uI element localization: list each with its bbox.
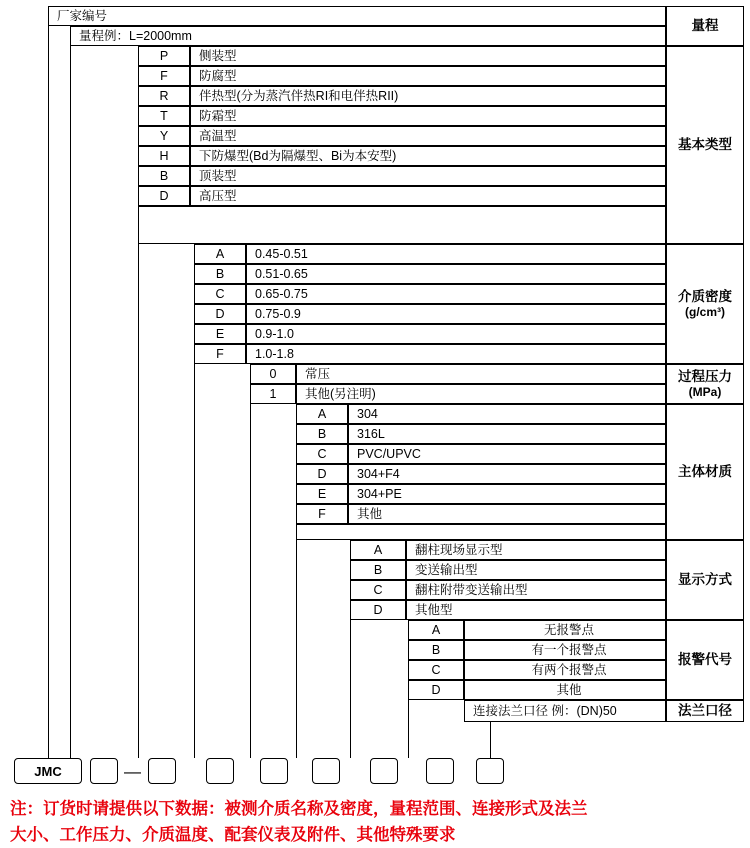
leader-line-density bbox=[194, 364, 195, 758]
density-desc-3: 0.75-0.9 bbox=[246, 304, 666, 324]
leader-line-range bbox=[70, 46, 71, 758]
leader-line-pressure bbox=[250, 404, 251, 758]
order-note-line1: 注：订货时请提供以下数据：被测介质名称及密度，量程范围、连接形式及法兰 bbox=[10, 800, 588, 818]
basic-type-desc-3: 防霜型 bbox=[190, 106, 666, 126]
alarm-code-0: A bbox=[408, 620, 464, 640]
basic-type-desc-1: 防腐型 bbox=[190, 66, 666, 86]
alarm-desc-0: 无报警点 bbox=[464, 620, 666, 640]
basic-type-desc-4: 高温型 bbox=[190, 126, 666, 146]
basic-type-desc-5: 下防爆型(Bd为隔爆型、Bi为本安型) bbox=[190, 146, 666, 166]
basic-type-code-3: T bbox=[138, 106, 190, 126]
basic-type-code-5: H bbox=[138, 146, 190, 166]
model-prefix-box: JMC bbox=[14, 758, 82, 784]
display-code-1: B bbox=[350, 560, 406, 580]
density-code-3: D bbox=[194, 304, 246, 324]
right-header-alarm bbox=[666, 620, 744, 700]
model-slot-material bbox=[312, 758, 340, 784]
material-code-1: B bbox=[296, 424, 348, 444]
model-slot-density bbox=[206, 758, 234, 784]
model-slot-flange bbox=[476, 758, 504, 784]
right-header-alarm-label: 报警代号 bbox=[678, 652, 732, 668]
right-header-material bbox=[666, 404, 744, 540]
material-desc-0: 304 bbox=[348, 404, 666, 424]
material-code-2: C bbox=[296, 444, 348, 464]
density-desc-2: 0.65-0.75 bbox=[246, 284, 666, 304]
header-row-factory-code: 厂家编号 bbox=[48, 6, 666, 26]
display-desc-3: 其他型 bbox=[406, 600, 666, 620]
basic-type-code-0: P bbox=[138, 46, 190, 66]
density-desc-0: 0.45-0.51 bbox=[246, 244, 666, 264]
order-note-line2: 大小、工作压力、介质温度、配套仪表及附件、其他特殊要求 bbox=[10, 826, 456, 844]
pressure-code-0: 0 bbox=[250, 364, 296, 384]
model-dash: — bbox=[124, 762, 141, 781]
display-code-0: A bbox=[350, 540, 406, 560]
material-code-5: F bbox=[296, 504, 348, 524]
alarm-code-1: B bbox=[408, 640, 464, 660]
material-desc-1: 316L bbox=[348, 424, 666, 444]
density-code-5: F bbox=[194, 344, 246, 364]
right-header-range bbox=[666, 6, 744, 46]
display-desc-0: 翻柱现场显示型 bbox=[406, 540, 666, 560]
density-code-1: B bbox=[194, 264, 246, 284]
right-header-pressure bbox=[666, 364, 744, 404]
material-desc-4: 304+PE bbox=[348, 484, 666, 504]
leader-line-flange bbox=[490, 722, 491, 758]
basic-type-desc-7: 高压型 bbox=[190, 186, 666, 206]
leader-line-basic-type bbox=[138, 206, 139, 758]
display-desc-1: 变送输出型 bbox=[406, 560, 666, 580]
model-slot-display bbox=[370, 758, 398, 784]
density-desc-4: 0.9-1.0 bbox=[246, 324, 666, 344]
right-header-basic-type-label: 基本类型 bbox=[678, 137, 732, 153]
right-header-pressure-label: 过程压力 bbox=[678, 369, 732, 385]
right-header-material-label: 主体材质 bbox=[678, 464, 732, 480]
right-header-density-label: 介质密度 bbox=[678, 289, 732, 305]
model-slot-basic-type bbox=[148, 758, 176, 784]
alarm-desc-2: 有两个报警点 bbox=[464, 660, 666, 680]
right-header-display bbox=[666, 540, 744, 620]
density-code-4: E bbox=[194, 324, 246, 344]
material-code-3: D bbox=[296, 464, 348, 484]
right-header-flange-label: 法兰口径 bbox=[678, 703, 732, 719]
alarm-desc-1: 有一个报警点 bbox=[464, 640, 666, 660]
basic-type-code-2: R bbox=[138, 86, 190, 106]
header-row-range-example: 量程例：L=2000mm bbox=[70, 26, 666, 46]
right-header-density-unit: (g/cm³) bbox=[685, 304, 725, 319]
display-desc-2: 翻柱附带变送输出型 bbox=[406, 580, 666, 600]
basic-type-spacer-row bbox=[138, 206, 666, 244]
right-header-display-label: 显示方式 bbox=[678, 572, 732, 588]
right-header-basic-type bbox=[666, 46, 744, 244]
material-code-0: A bbox=[296, 404, 348, 424]
pressure-code-1: 1 bbox=[250, 384, 296, 404]
basic-type-code-7: D bbox=[138, 186, 190, 206]
alarm-desc-3: 其他 bbox=[464, 680, 666, 700]
alarm-code-3: D bbox=[408, 680, 464, 700]
right-header-flange bbox=[666, 700, 744, 722]
density-desc-1: 0.51-0.65 bbox=[246, 264, 666, 284]
basic-type-code-4: Y bbox=[138, 126, 190, 146]
basic-type-desc-6: 顶装型 bbox=[190, 166, 666, 186]
basic-type-desc-0: 侧装型 bbox=[190, 46, 666, 66]
basic-type-code-6: B bbox=[138, 166, 190, 186]
material-desc-3: 304+F4 bbox=[348, 464, 666, 484]
display-code-3: D bbox=[350, 600, 406, 620]
material-spacer-row bbox=[296, 524, 666, 540]
basic-type-code-1: F bbox=[138, 66, 190, 86]
model-slot-alarm bbox=[426, 758, 454, 784]
display-code-2: C bbox=[350, 580, 406, 600]
flange-desc: 连接法兰口径 例：(DN)50 bbox=[464, 700, 666, 722]
material-desc-5: 其他 bbox=[348, 504, 666, 524]
leader-line-alarm bbox=[408, 700, 409, 758]
model-slot-pressure bbox=[260, 758, 288, 784]
basic-type-desc-2: 伴热型(分为蒸汽伴热RI和电伴热RII) bbox=[190, 86, 666, 106]
alarm-code-2: C bbox=[408, 660, 464, 680]
density-code-2: C bbox=[194, 284, 246, 304]
leader-line-factory-code bbox=[48, 26, 49, 758]
density-code-0: A bbox=[194, 244, 246, 264]
material-code-4: E bbox=[296, 484, 348, 504]
density-desc-5: 1.0-1.8 bbox=[246, 344, 666, 364]
model-slot-range bbox=[90, 758, 118, 784]
material-desc-2: PVC/UPVC bbox=[348, 444, 666, 464]
right-header-range-label: 量程 bbox=[691, 18, 719, 34]
pressure-desc-1: 其他(另注明) bbox=[296, 384, 666, 404]
right-header-density bbox=[666, 244, 744, 364]
leader-line-display bbox=[350, 620, 351, 758]
right-header-pressure-unit: (MPa) bbox=[688, 384, 722, 399]
leader-line-material bbox=[296, 524, 297, 758]
pressure-desc-0: 常压 bbox=[296, 364, 666, 384]
